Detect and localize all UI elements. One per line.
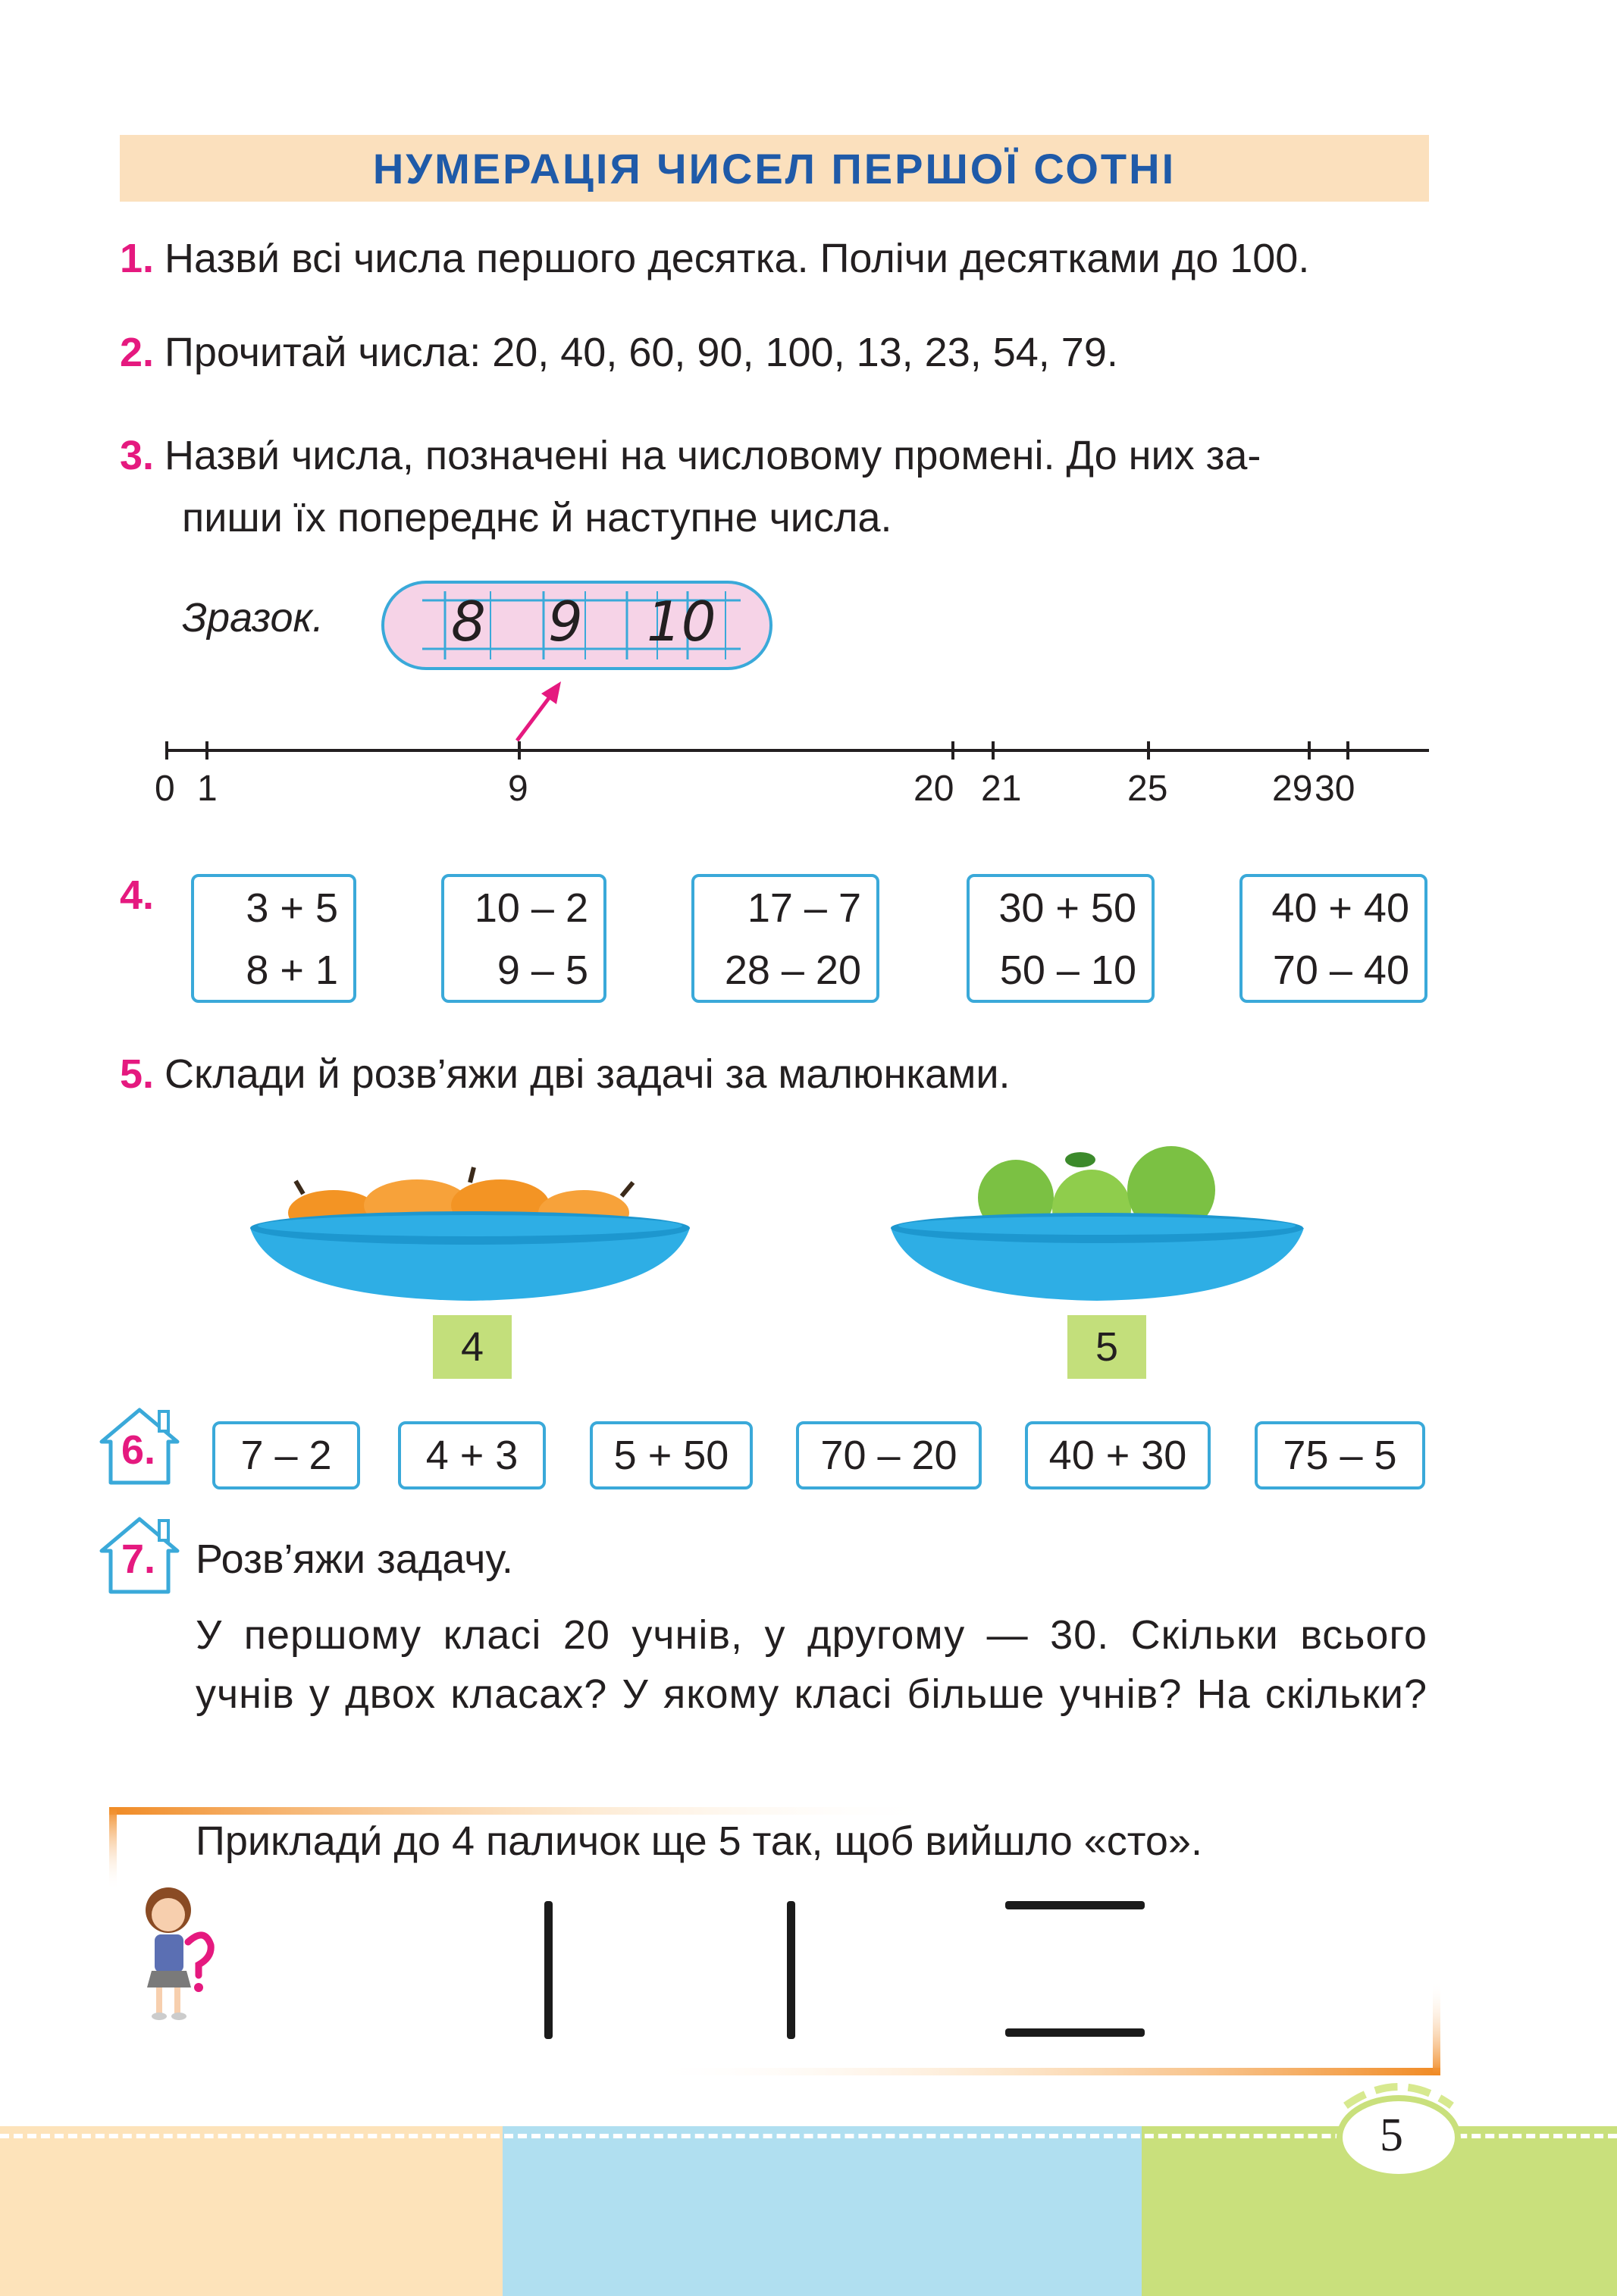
tick-label: 9 bbox=[508, 769, 528, 809]
expression-box bbox=[1239, 874, 1427, 1003]
expression-box: 70 – 20 bbox=[796, 1421, 982, 1489]
page-number: 5 bbox=[1380, 2110, 1403, 2161]
expression: 70 – 40 bbox=[1272, 948, 1409, 993]
stick bbox=[787, 1901, 795, 2039]
expression: 8 + 1 bbox=[246, 948, 338, 993]
expression-box: 75 – 5 bbox=[1255, 1421, 1425, 1489]
section-title-bar bbox=[120, 135, 1429, 202]
tick-label: 20 bbox=[913, 769, 954, 809]
task-number: 3. bbox=[120, 433, 155, 478]
task-text: Прочитай числа: 20, 40, 60, 90, 100, 13, 23, 54, 79. bbox=[165, 330, 1118, 375]
expression: 40 + 40 bbox=[1271, 885, 1409, 931]
task-text: Назви́ числа, позначені на числовому промені. До них за- bbox=[165, 433, 1261, 478]
expression: 28 – 20 bbox=[724, 948, 861, 993]
task-3-line2: пиши їх попереднє й наступне числа. bbox=[182, 495, 892, 540]
sample-digit-next: 10 bbox=[647, 590, 716, 653]
expression-box bbox=[691, 874, 879, 1003]
expression: 9 – 5 bbox=[497, 948, 588, 993]
tick-label: 0 bbox=[155, 769, 175, 809]
task-7-number: 7. bbox=[121, 1536, 156, 1582]
expression-box: 40 + 30 bbox=[1025, 1421, 1211, 1489]
task-number: 2. bbox=[120, 330, 155, 375]
pears-count-label: 4 bbox=[433, 1315, 512, 1379]
expression-box bbox=[441, 874, 606, 1003]
sample-capsule bbox=[381, 581, 772, 670]
section-title: НУМЕРАЦІЯ ЧИСЕЛ ПЕРШОЇ СОТНІ bbox=[372, 144, 1177, 193]
expression: 3 + 5 bbox=[246, 885, 338, 931]
number-line bbox=[159, 734, 1433, 772]
task-6-number: 6. bbox=[121, 1427, 156, 1473]
expression-box bbox=[967, 874, 1155, 1003]
sample-digit-prev: 8 bbox=[451, 590, 486, 653]
expression-box: 5 + 50 bbox=[590, 1421, 753, 1489]
stick bbox=[544, 1901, 553, 2039]
task-number: 1. bbox=[120, 236, 155, 281]
task-text: Назви́ всі числа першого десятка. Полічи десятками до 100. bbox=[165, 236, 1310, 281]
tick-label: 21 bbox=[981, 769, 1022, 809]
expression-box: 7 – 2 bbox=[212, 1421, 360, 1489]
expression: 50 – 10 bbox=[999, 948, 1136, 993]
puzzle-text: Приклади́ до 4 паличок ще 5 так, щоб вийшло «сто». bbox=[196, 1818, 1202, 1864]
task-7-problem: У першому класі 20 учнів, у другому — 30. Скільки всього учнів у двох класах? У якому класі більше учнів? На скільки? bbox=[196, 1612, 1427, 1717]
bowl-with-pears-image bbox=[243, 1122, 697, 1304]
task-7-text: Розв’яжи задачу. bbox=[196, 1536, 513, 1582]
tick-label: 29 bbox=[1272, 769, 1313, 809]
tick-label: 30 bbox=[1315, 769, 1355, 809]
stick bbox=[1005, 1901, 1145, 1909]
girl-with-question-mark-image bbox=[129, 1881, 220, 2025]
task-4-number: 4. bbox=[120, 872, 155, 918]
task-text: Склади й розв’яжи дві задачі за малюнками. bbox=[165, 1051, 1011, 1097]
expression-box bbox=[191, 874, 356, 1003]
expression: 10 – 2 bbox=[474, 885, 588, 931]
stick bbox=[1005, 2028, 1145, 2037]
task-5 bbox=[120, 1043, 1010, 1105]
sample-label: Зразок. bbox=[182, 595, 324, 641]
task-2 bbox=[120, 321, 1118, 384]
expression-box: 4 + 3 bbox=[398, 1421, 546, 1489]
task-number: 5. bbox=[120, 1051, 155, 1097]
footer-band-blue bbox=[503, 2126, 1142, 2296]
task-3 bbox=[120, 424, 1261, 487]
bowl-with-apples-image bbox=[883, 1114, 1311, 1304]
apples-count-label: 5 bbox=[1067, 1315, 1146, 1379]
expression: 30 + 50 bbox=[998, 885, 1136, 931]
footer-band-orange bbox=[0, 2126, 503, 2296]
sample-digit-current: 9 bbox=[548, 590, 583, 653]
tick-label: 1 bbox=[197, 769, 218, 809]
tick-label: 25 bbox=[1127, 769, 1168, 809]
expression: 17 – 7 bbox=[747, 885, 861, 931]
task-1 bbox=[120, 227, 1309, 290]
